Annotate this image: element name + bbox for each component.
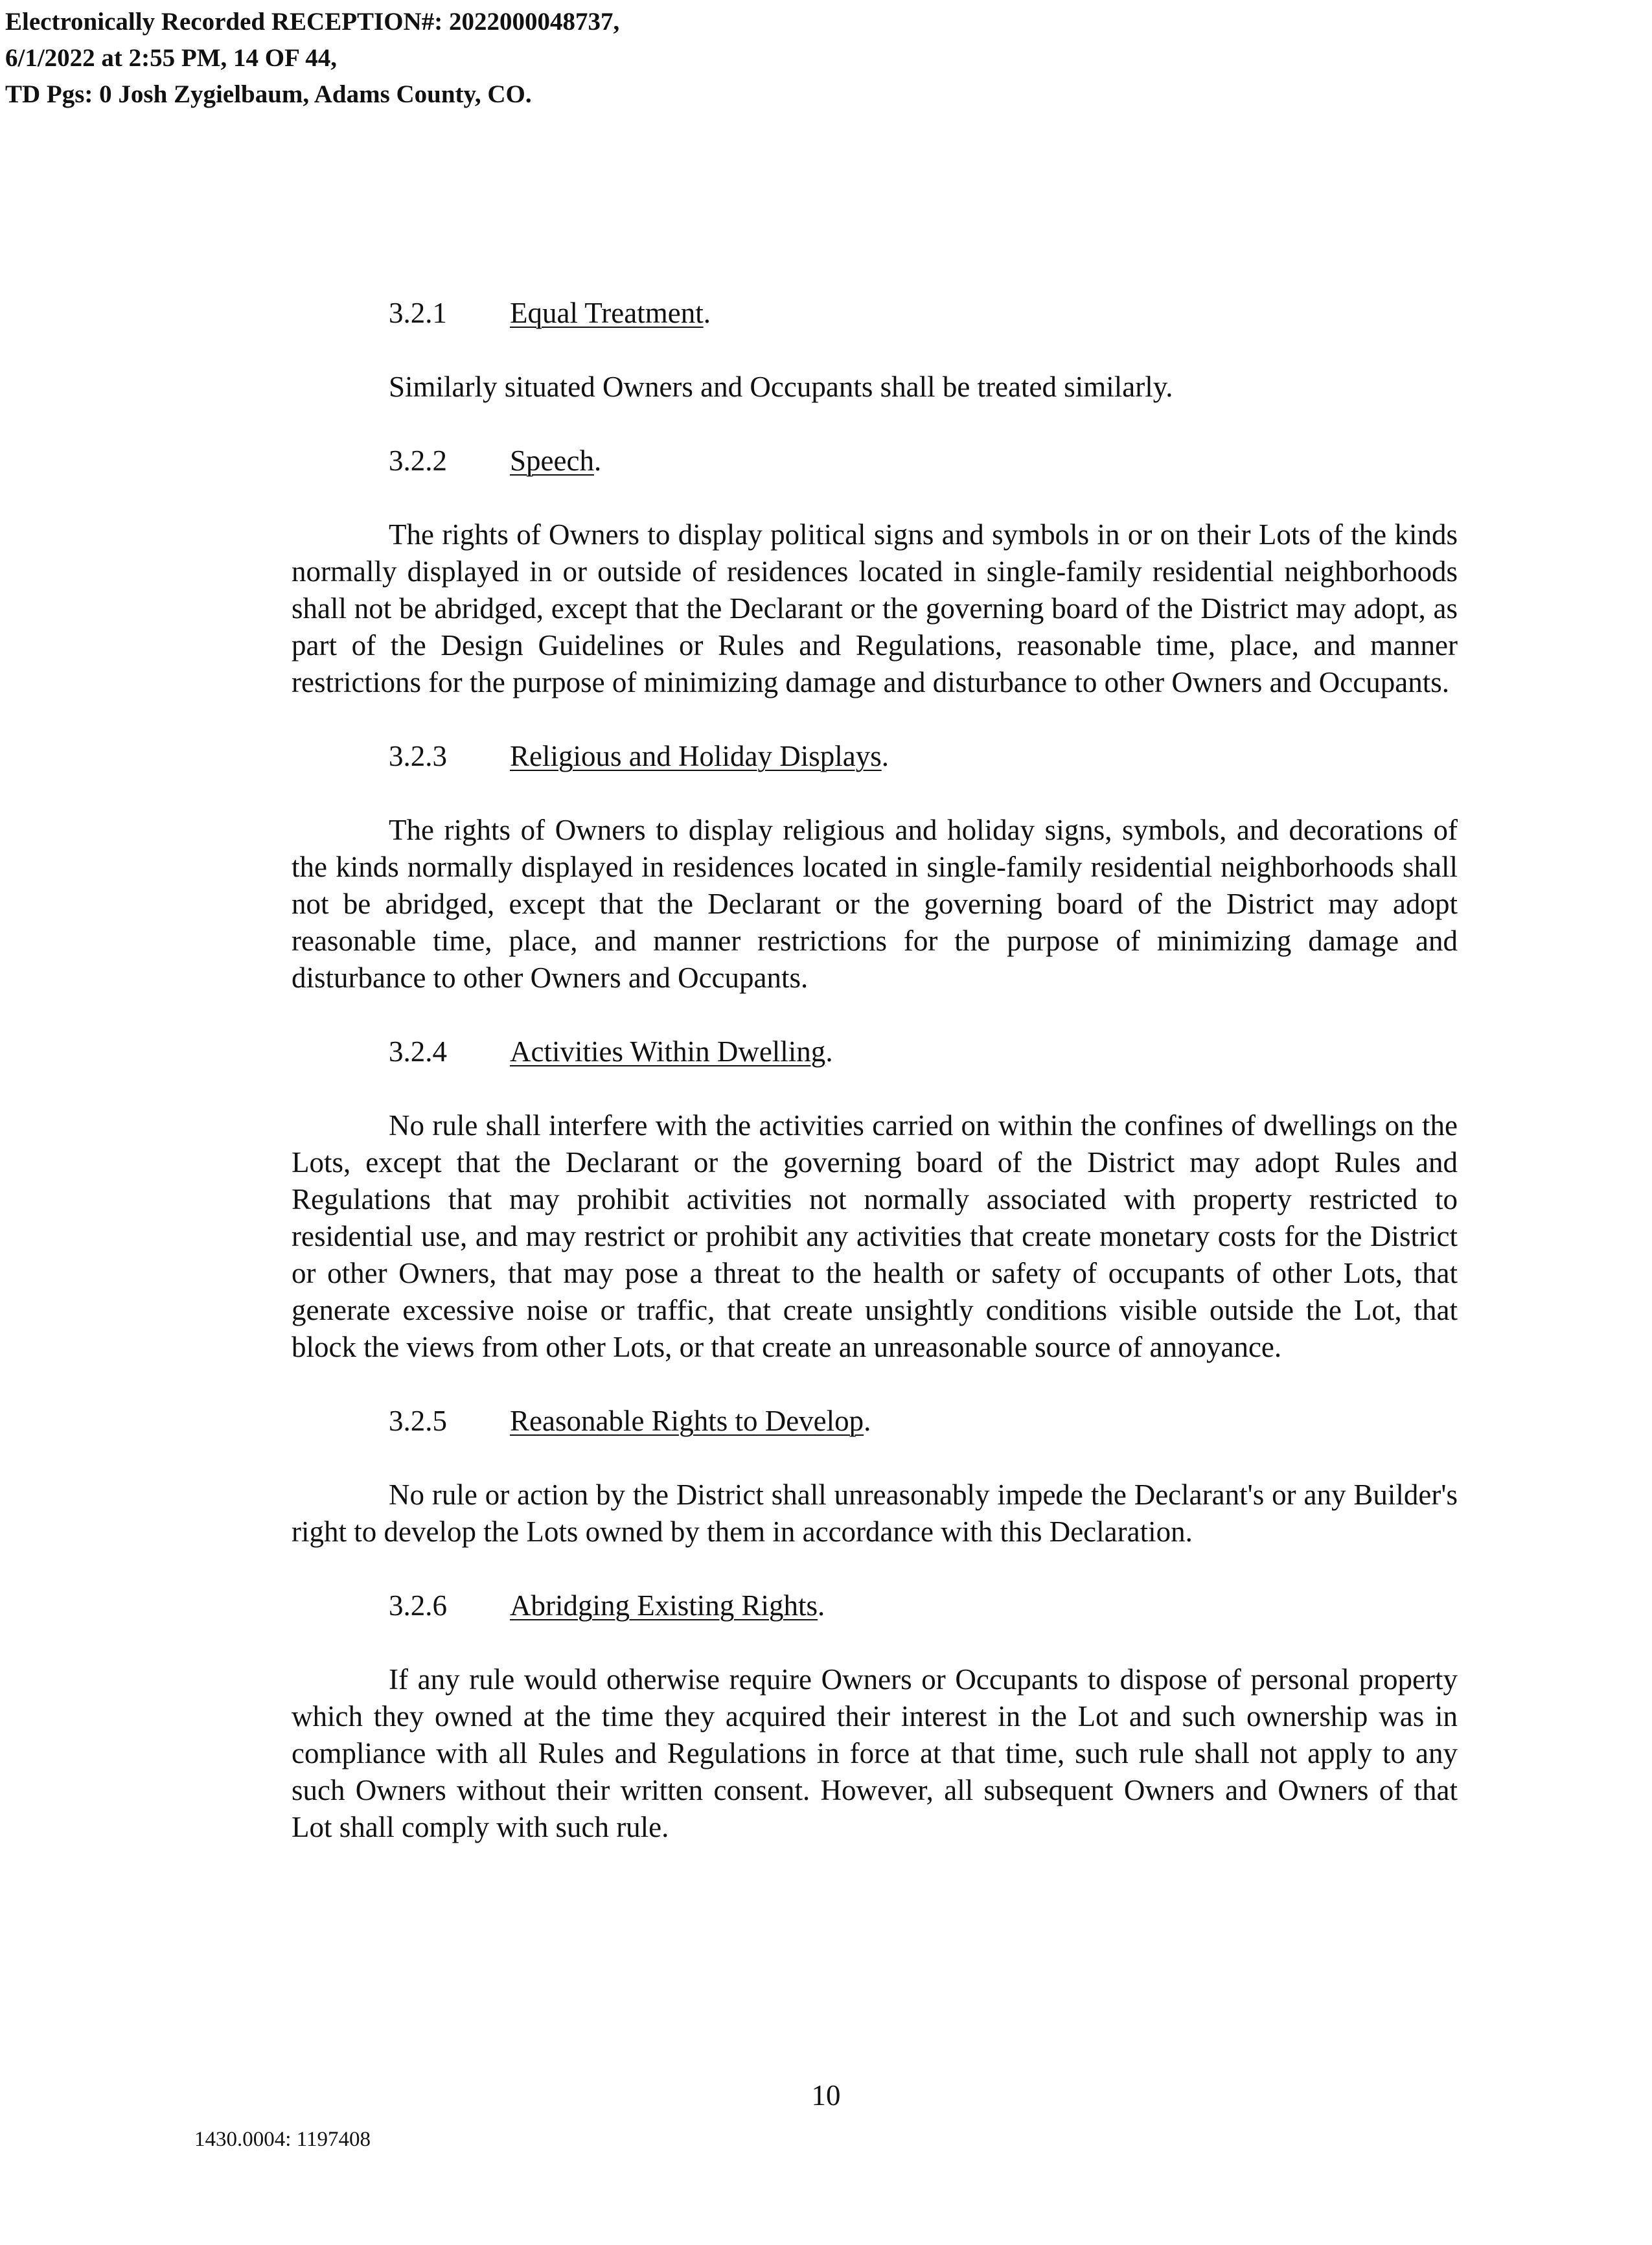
section-heading-3-2-2: 3.2.2 Speech. — [292, 443, 1458, 479]
recording-stamp-line-3: TD Pgs: 0 Josh Zygielbaum, Adams County, CO. — [5, 80, 532, 108]
section-number: 3.2.6 — [389, 1589, 447, 1622]
section-number: 3.2.5 — [389, 1405, 447, 1437]
section-number: 3.2.2 — [389, 444, 447, 477]
section-number: 3.2.4 — [389, 1035, 447, 1068]
section-heading-3-2-4: 3.2.4 Activities Within Dwelling. — [292, 1033, 1458, 1070]
section-title: Activities Within Dwelling — [510, 1035, 826, 1068]
section-title: Abridging Existing Rights — [510, 1589, 818, 1622]
section-title: Religious and Holiday Displays — [510, 740, 882, 772]
section-paragraph-3-2-6: If any rule would otherwise require Owners or Occupants to dispose of personal property which they owned at the time they acquired their interest in the Lot and such ownership was in compliance with all Rules and Regulations in force at that time, such rule shall not apply to any such Owners without their written consent. However, all subsequent Owners and Owners of that Lot shall comply with such rule. — [292, 1663, 1458, 1843]
section-paragraph-3-2-2: The rights of Owners to display political signs and symbols in or on their Lots of the kinds normally displayed in or outside of residences located in single-family residential neighborhoods shall not be abridged, except that the Declarant or the governing board of the District may adopt, as part of the Design Guidelines or Rules and Regulations, reasonable time, place, and manner restrictions for the purpose of minimizing damage and disturbance to other Owners and Occupants. — [292, 518, 1458, 698]
section-heading-3-2-3: 3.2.3 Religious and Holiday Displays. — [292, 738, 1458, 775]
section-number: 3.2.3 — [389, 740, 447, 772]
section-paragraph-3-2-3: The rights of Owners to display religious and holiday signs, symbols, and decorations of the kinds normally displayed in residences located in single-family residential neighborhoods shall not be abridged, except that the Declarant or the governing board of the District may adopt reasonable time, place, and manner restrictions for the purpose of minimizing damage and disturbance to other Owners and Occupants. — [292, 814, 1458, 994]
section-heading-3-2-5: 3.2.5 Reasonable Rights to Develop. — [292, 1403, 1458, 1440]
recording-stamp-line-1: Electronically Recorded RECEPTION#: 2022000048737, — [5, 8, 620, 36]
section-number: 3.2.1 — [389, 297, 447, 329]
page-number: 10 — [811, 2079, 841, 2112]
section-heading-3-2-6: 3.2.6 Abridging Existing Rights. — [292, 1587, 1458, 1624]
section-title: Speech — [510, 444, 594, 477]
section-heading-3-2-1: 3.2.1 Equal Treatment. — [292, 295, 1458, 332]
section-paragraph-3-2-1: Similarly situated Owners and Occupants shall be treated similarly. — [389, 371, 1173, 403]
recording-stamp-line-2: 6/1/2022 at 2:55 PM, 14 OF 44, — [5, 44, 337, 72]
section-title: Reasonable Rights to Develop — [510, 1405, 864, 1437]
recording-stamp — [5, 4, 619, 113]
document-id: 1430.0004: 1197408 — [194, 2128, 371, 2151]
section-title: Equal Treatment — [510, 297, 704, 329]
section-paragraph-3-2-5: No rule or action by the District shall unreasonably impede the Declarant's or any Builder's right to develop the Lots owned by them in accordance with this Declaration. — [292, 1479, 1458, 1548]
section-paragraph-3-2-4: No rule shall interfere with the activities carried on within the confines of dwellings on the Lots, except that the Declarant or the governing board of the District may adopt Rules and Regulations that may prohibit activities not normally associated with property restricted to residential use, and may restrict or prohibit any activities that create monetary costs for the District or other Owners, that may pose a threat to the health or safety of occupants of other Lots, that generate excessive noise or traffic, that create unsightly conditions visible outside the Lot, that block the views from other Lots, or that create an unreasonable source of annoyance. — [292, 1109, 1458, 1363]
document-body — [292, 295, 1458, 1883]
